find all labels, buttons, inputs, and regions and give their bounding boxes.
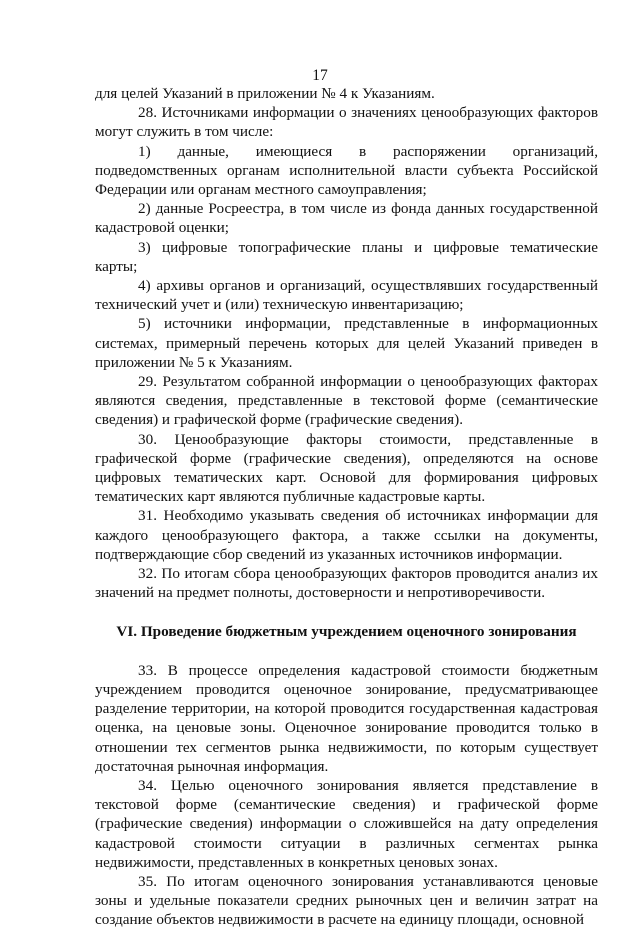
paragraph-29: 29. Результатом собранной информации о ценообразующих факторах являются сведения, представленные в текстовой форме (семантические сведения) и графической форме (графические сведения).	[95, 373, 598, 429]
paragraph-28: 28. Источниками информации о значениях ценообразующих факторов могут служить в том числе:	[95, 104, 598, 141]
paragraph-33: 33. В процессе определения кадастровой стоимости бюджетным учреждением проводится оценочное зонирование, предусматривающее разделение территории, на которой проводится государственная кадастровая оценка, на ценовые зоны. Оценочное зонирование проводится только в отношении тех сегментов рынка недвижимости, по которым существует достаточная рыночная информация.	[95, 661, 598, 775]
list-item-5: 5) источники информации, представленные в информационных системах, примерный перечень которых для целей Указаний приведен в приложении № 5 к Указаниям.	[95, 315, 598, 371]
section-heading: VI. Проведение бюджетным учреждением оценочного зонирования	[116, 623, 577, 641]
paragraph-32: 32. По итогам сбора ценообразующих факторов проводится анализ их значений на предмет полноты, достоверности и непротиворечивости.	[95, 565, 598, 602]
paragraph-30: 30. Ценообразующие факторы стоимости, представленные в графической форме (графические сведения), определяются на основе цифровых тематических карт. Основой для формирования цифровых тематических карт являются публичные кадастровые карты.	[95, 430, 598, 506]
paragraph-35: 35. По итогам оценочного зонирования устанавливаются ценовые зоны и удельные показатели средних рыночных цен и величин затрат на создание объектов недвижимости в расчете на единицу площади, основной	[95, 872, 598, 929]
paragraph-31: 31. Необходимо указывать сведения об источниках информации для каждого ценообразующего фактора, а также ссылки на документы, подтверждающие сбор сведений из указанных источников информации.	[95, 507, 598, 563]
list-item-1: 1) данные, имеющиеся в распоряжении организаций, подведомственных органам исполнительной власти субъекта Российской Федерации или органам местного самоуправления;	[95, 142, 598, 199]
list-item-4: 4) архивы органов и организаций, осуществлявших государственный технический учет и (или) техническую инвентаризацию;	[95, 277, 598, 314]
paragraph-continuation: для целей Указаний в приложении № 4 к Указаниям.	[95, 85, 435, 102]
list-item-2: 2) данные Росреестра, в том числе из фонда данных государственной кадастровой оценки;	[95, 200, 598, 237]
list-item-3: 3) цифровые топографические планы и цифровые тематические карты;	[95, 238, 598, 275]
page-number: 17	[312, 67, 328, 84]
paragraph-34: 34. Целью оценочного зонирования является представление в текстовой форме (семантические сведения) и графической форме (графические сведения) информации о сложившейся на дату определения кадастровой стоимости ситуации в различных сегментах рынка недвижимости, представленных в конкретных ценовых зонах.	[95, 776, 598, 871]
document-body	[95, 84, 598, 930]
